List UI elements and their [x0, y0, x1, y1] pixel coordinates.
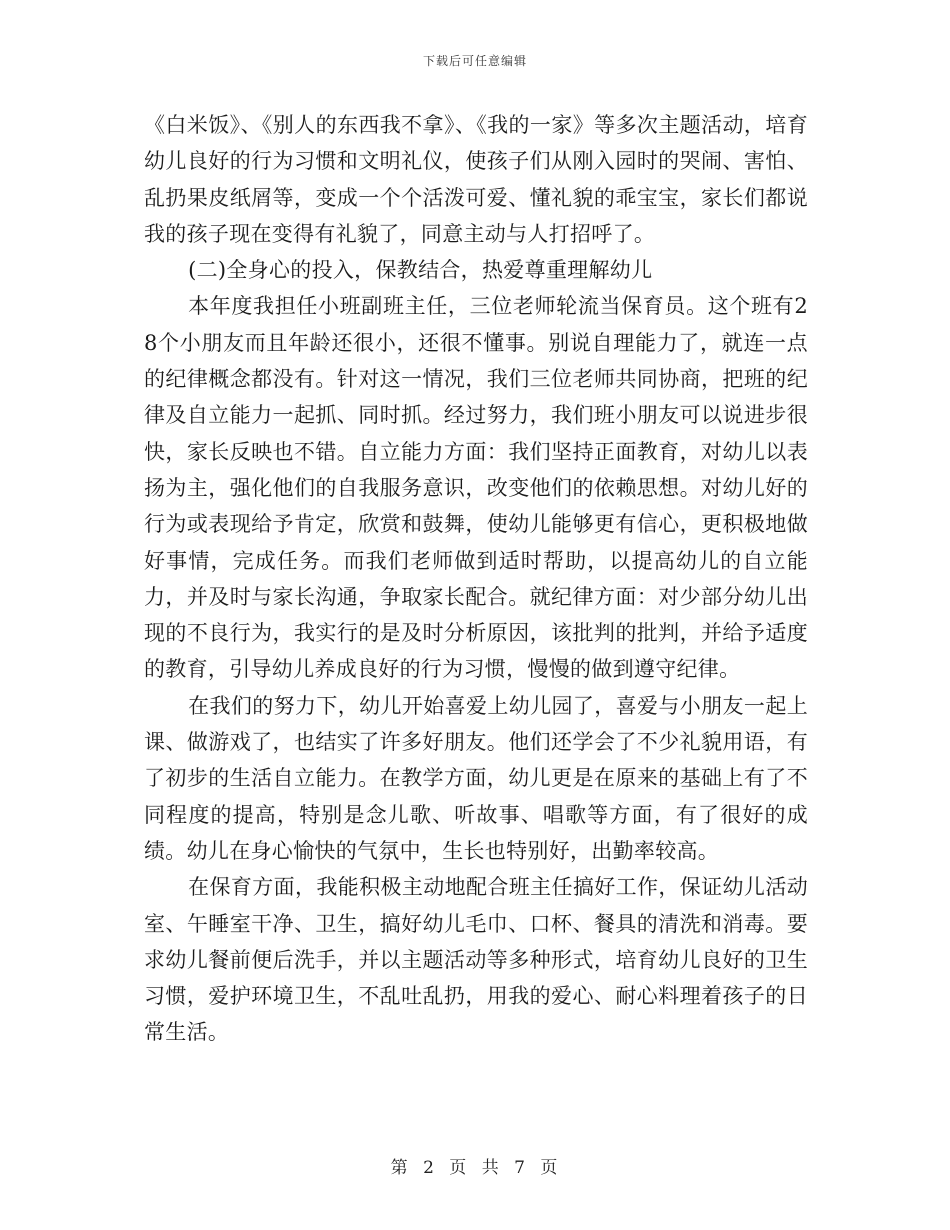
paragraph-4: 在保育方面，我能积极主动地配合班主任搞好工作，保证幼儿活动室、午睡室干净、卫生，搞好幼儿毛巾、口杯、餐具的清洗和消毒。要求幼儿餐前便后洗手，并以主题活动等多种形式，培育幼儿良好的卫生习惯，爱护环境卫生，不乱吐乱扔，用我的爱心、耐心料理着孩子的日常生活。 — [144, 875, 808, 1045]
paragraph-2: 本年度我担任小班副班主任，三位老师轮流当保育员。这个班有28个小朋友而且年龄还很小，还很不懂事。别说自理能力了，就连一点的纪律概念都没有。针对这一情况，我们三位老师共同协商，把班的纪律及自立能力一起抓、同时抓。经过努力，我们班小朋友可以说进步很快，家长反映也不错。自立能力方面：我们坚持正面教育，对幼儿以表扬为主，强化他们的自我服务意识，改变他们的依赖思想。对幼儿好的行为或表现给予肯定，欣赏和鼓舞，使幼儿能够更有信心，更积极地做好事情，完成任务。而我们老师做到适时帮助，以提高幼儿的自立能力，并及时与家长沟通，争取家长配合。就纪律方面：对少部分幼儿出现的不良行为，我实行的是及时分析原因，该批判的批判，并给予适度的教育，引导幼儿养成良好的行为习惯，慢慢的做到遵守纪律。 — [144, 294, 808, 682]
page-number: 第 2 页 共 7 页 — [390, 1158, 560, 1178]
section-heading: (二)全身心的投入，保教结合，热爱尊重理解幼儿 — [188, 258, 653, 283]
document-body — [144, 107, 808, 1051]
paragraph-1: 《白米饭》、《别人的东西我不拿》、《我的一家》等多次主题活动，培育幼儿良好的行为习惯和文明礼仪，使孩子们从刚入园时的哭闹、害怕、乱扔果皮纸屑等，变成一个个活泼可爱、懂礼貌的乖宝宝，家长们都说我的孩子现在变得有礼貌了，同意主动与人打招呼了。 — [144, 113, 808, 246]
paragraph-3: 在我们的努力下，幼儿开始喜爱上幼儿园了，喜爱与小朋友一起上课、做游戏了，也结实了许多好朋友。他们还学会了不少礼貌用语，有了初步的生活自立能力。在教学方面，幼儿更是在原来的基础上有了不同程度的提高，特别是念儿歌、听故事、唱歌等方面，有了很好的成绩。幼儿在身心愉快的气氛中，生长也特别好，出勤率较高。 — [144, 693, 808, 863]
page-header: 下载后可任意编辑 — [422, 54, 527, 68]
